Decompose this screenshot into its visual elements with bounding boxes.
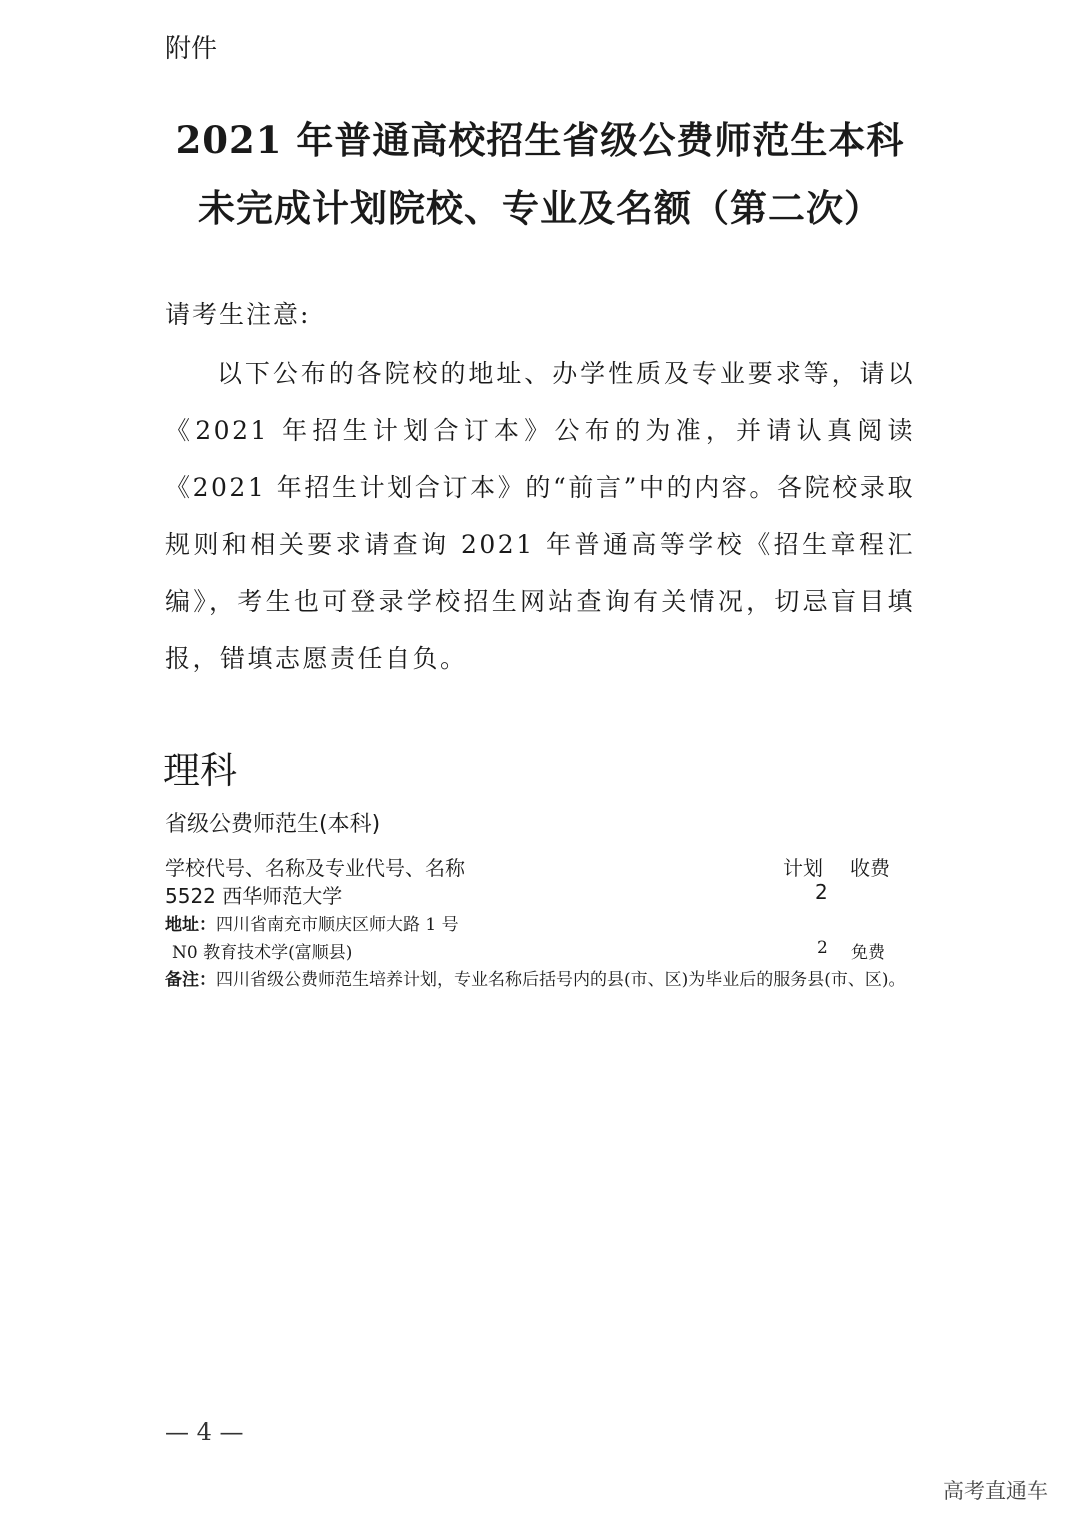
notice-paragraph: 以下公布的各院校的地址、办学性质及专业要求等，请以《2021 年招生计划合订本》公布的为准，并请认真阅读《2021 年招生计划合订本》的“前言”中的内容。各院校录取规则和相关要求请查询 2021 年普通高等学校《招生章程汇编》，考生也可登录学校招生网站查询有关情况，切忌盲目填报，错填志愿责任自负。 <box>165 359 915 673</box>
school-name: 5522 西华师范大学 <box>165 884 343 908</box>
remark-text: 四川省级公费师范生培养计划，专业名称后括号内的县(市、区)为毕业后的服务县(市、区)。 <box>216 970 906 990</box>
table-header-fee: 收费 <box>850 856 890 880</box>
table-header-plan: 计划 <box>783 856 823 880</box>
address-value: 四川省南充市顺庆区师大路 1 号 <box>216 915 459 935</box>
major-fee: 免费 <box>851 943 885 963</box>
document-title-line-1: 2021 年普通高校招生省级公费师范生本科 <box>175 118 905 162</box>
attachment-label: 附件 <box>165 34 218 64</box>
school-address <box>165 910 459 935</box>
table-row: N0 教育技术学(富顺县) <box>172 943 353 963</box>
remark-label: 备注： <box>165 970 216 990</box>
page-number: — 4 — <box>165 1418 244 1446</box>
school-plan: 2 <box>815 880 828 904</box>
table-remark <box>165 966 920 995</box>
section-title: 理科 <box>163 749 237 792</box>
watermark: 高考直通车 <box>943 1479 1048 1503</box>
table-header-name: 学校代号、名称及专业代号、名称 <box>165 856 465 880</box>
category-title: 省级公费师范生(本科) <box>165 812 381 837</box>
major-plan: 2 <box>817 938 828 958</box>
notice-heading: 请考生注意: <box>165 300 311 329</box>
document-title-line-2: 未完成计划院校、专业及名额（第二次） <box>198 186 882 230</box>
address-label: 地址： <box>165 915 216 935</box>
